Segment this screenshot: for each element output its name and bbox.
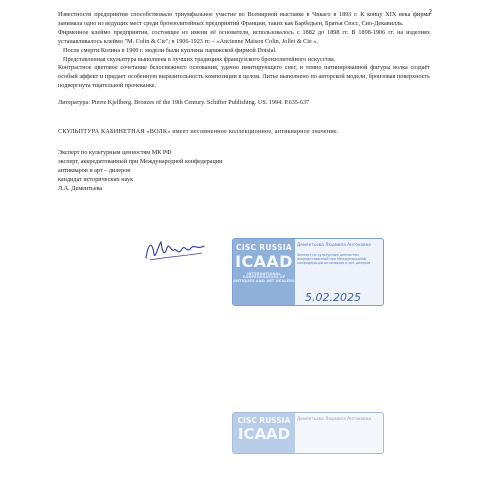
faded-stamp — [232, 412, 384, 454]
document-body — [58, 11, 430, 194]
paragraph-doistal: После смерти Колина в 1900 г. модели были куплены парижской фирмой Doistal. — [63, 46, 277, 54]
stamp-holder-role: Эксперт по культурным ценностям, аккредитованный при Международной конфедерации антикваров и арт-дилеров — [297, 252, 371, 265]
paragraph-marks: Фирменное клеймо предприятия, состоящее из имени её основателя, использовалось с 1882 до 1898 гг. В 1898-1906 гг. на изделиях устанавливалось клеймо "M. Colin & Cie"; в 1906-1923 гг. – «Ancienne Maison Colin, Jollet & Cie ». — [58, 28, 430, 45]
logo-line-2: ICAAD — [235, 251, 293, 271]
icaad-logo-faded — [233, 413, 295, 453]
expert-stamp — [232, 238, 384, 306]
stamp-holder-name: Дементьева Людмила Антоновна — [297, 242, 371, 247]
expert-line-2: эксперт, аккредитованный при Международной конфедерации — [58, 157, 223, 165]
page-number: 2 — [428, 8, 432, 16]
literature-reference: Литература: Pierre Kjellberg. Bronzes of the 19th Century. Schiffer Publishing. US. 1994. P.635-637 — [58, 99, 310, 107]
faded-stamp-holder: Дементьева Людмила Антоновна — [297, 416, 371, 421]
paragraph-tradition: Представленная скульптура выполнена в лучших традициях французского бронзолитейного искусства. — [63, 55, 336, 63]
signature-image — [140, 236, 210, 266]
expert-name: Л.А. Дементьева — [58, 184, 103, 192]
expert-line-3: антикваров и арт – дилеров — [58, 166, 131, 174]
logo-line-3: INTERNATIONAL CONFEDERATION OF ANTIQUES AND ART DEALERS — [233, 271, 295, 283]
expert-line-4: кандидат исторических наук — [58, 175, 134, 183]
faded-logo-line-1: CISC RUSSIA — [237, 416, 291, 425]
icaad-logo — [233, 239, 295, 305]
faded-logo-line-2: ICAAD — [237, 424, 291, 443]
stamp-date: 5.02.2025 — [305, 291, 361, 304]
logo-line-1: CISC RUSSIA — [235, 243, 293, 252]
paragraph-history: Известности предприятия способствовало триумфальное участие во Всемирной выставке в Чикаго в 1893 г. К концу XIX века фирма занимала одно из ведущих мест среди бронзолитейных предприятий Франции, таких как Барбедьен, Братья Сюсс, Сио-Декавилль. — [58, 11, 430, 27]
conclusion-text: СКУЛЬПТУРА КАБИНЕТНАЯ «ВОЛК» имеет несомненное коллекционное, антикварное значение. — [58, 128, 339, 136]
paragraph-description: Контрастное цветовое сочетание белоснежного основания, удачно имитирующего снег, и темно патинированной фигуры волка создаёт особый эффект и придает особенную выразительность композиции в целом. Литье выполнено по авторской модели, бронзовая поверхность подвергнута тщательной прочеканке. — [58, 64, 430, 90]
expert-line-1: Эксперт по культурным ценностям МК РФ — [58, 148, 172, 156]
